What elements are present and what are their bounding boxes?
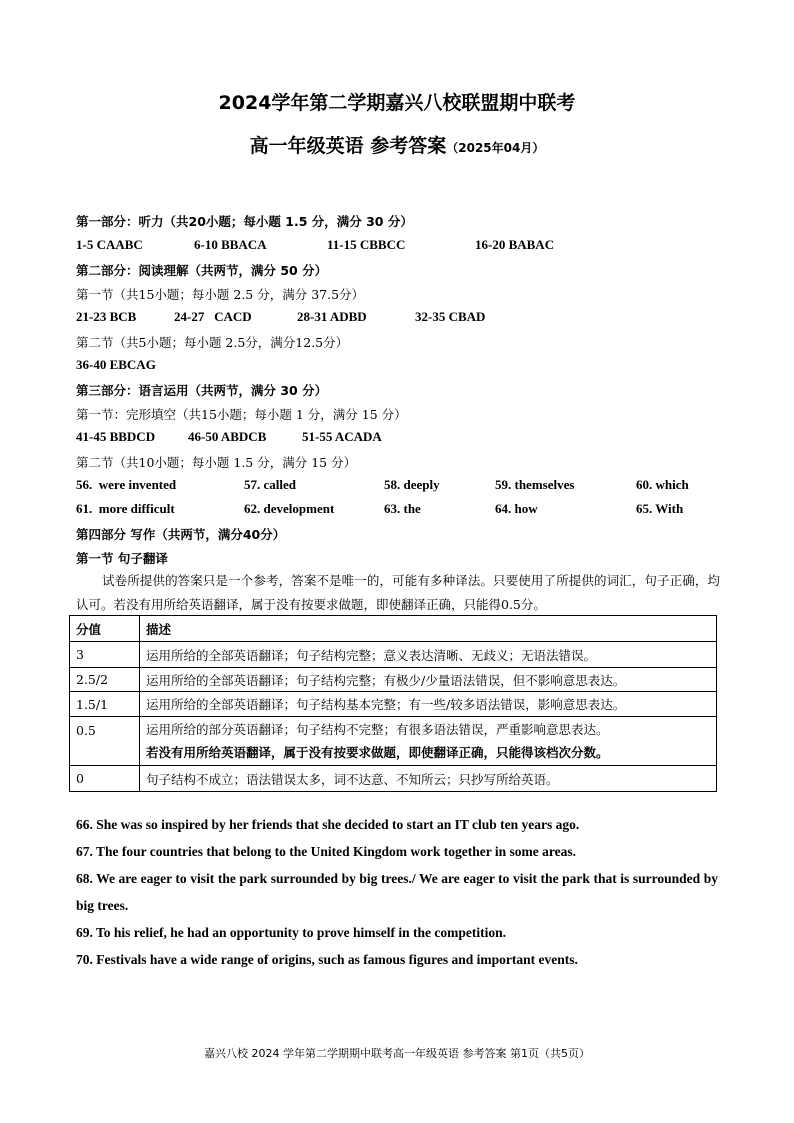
part3-sec1-heading: 第一节：完形填空（共15小题；每小题 1 分，满分 15 分）: [76, 407, 407, 422]
blank-answer-57: 57. called: [244, 477, 296, 492]
document-subtitle: [0, 131, 794, 158]
part3-heading: 第三部分：语言运用（共两节，满分 30 分）: [76, 383, 328, 398]
grading-score: 3: [70, 642, 140, 668]
blank-answer-65: 65. With: [636, 501, 684, 516]
grading-score: 2.5/2: [70, 668, 140, 692]
part4-heading: 第四部分 写作（共两节，满分40分）: [76, 527, 286, 542]
part2-sec2-answer-1: 36-40 EBCAG: [76, 357, 156, 372]
part2-sec2-heading: 第二节（共5小题；每小题 2.5分，满分12.5分）: [76, 335, 349, 350]
part3-sec1-answer-3: 51-55 ACADA: [302, 429, 382, 444]
grading-row: [70, 766, 717, 792]
grading-description: [140, 717, 717, 766]
part4-sec1-heading: 第一节 句子翻译: [76, 551, 168, 566]
part1-answer-4: 16-20 BABAC: [475, 237, 555, 252]
translation-answer-69: 69. To his relief, he had an opportunity to prove himself in the competition.: [76, 925, 507, 940]
part1-answer-1: 1-5 CAABC: [76, 237, 143, 252]
grading-description: 运用所给的全部英语翻译；句子结构完整；有极少/少量语法错误，但不影响意思表达。: [140, 668, 717, 692]
header-score: 分值: [70, 616, 140, 642]
part2-sec1-answer-3: 28-31 ADBD: [297, 309, 367, 324]
grading-row: [70, 642, 717, 668]
part1-heading: 第一部分：听力（共20小题；每小题 1.5 分，满分 30 分）: [76, 214, 413, 229]
translation-answer-68: 68. We are eager to visit the park surrounded by big trees./ We are eager to visit the park that is surrounded by big trees.: [76, 871, 718, 913]
subtitle-date: （2025年04月）: [446, 141, 545, 155]
grading-row: [70, 692, 717, 717]
grading-description: 句子结构不成立；语法错误太多，词不达意、不知所云；只抄写所给英语。: [140, 766, 717, 792]
grading-description-text: 运用所给的部分英语翻译；句子结构不完整；有很多语法错误，严重影响意思表达。: [146, 722, 609, 737]
grading-score: 0.5: [70, 717, 140, 766]
grading-table-header: [70, 616, 717, 642]
part1-answer-3: 11-15 CBBCC: [327, 237, 406, 252]
blank-answer-56: 56. were invented: [76, 477, 177, 492]
grading-note: 若没有用所给英语翻译，属于没有按要求做题，即使翻译正确，只能得该档次分数。: [146, 745, 609, 760]
translation-answer-70: 70. Festivals have a wide range of origins, such as famous figures and important events.: [76, 952, 578, 967]
blank-answer-59: 59. themselves: [495, 477, 575, 492]
part3-sec1-answer-2: 46-50 ABDCB: [188, 429, 267, 444]
blank-answer-61: 61. more difficult: [76, 501, 175, 516]
grading-description: 运用所给的全部英语翻译；句子结构基本完整；有一些/较多语法错误，影响意思表达。: [140, 692, 717, 717]
part2-sec1-answer-1: 21-23 BCB: [76, 309, 137, 324]
part1-answer-2: 6-10 BBACA: [194, 237, 267, 252]
part2-heading: 第二部分：阅读理解（共两节，满分 50 分）: [76, 263, 328, 278]
translation-answer-66: 66. She was so inspired by her friends that she decided to start an IT club ten years ago.: [76, 817, 580, 832]
blank-answer-58: 58. deeply: [384, 477, 440, 492]
document-title: 2024学年第二学期嘉兴八校联盟期中联考: [218, 92, 576, 114]
blank-answer-62: 62. development: [244, 501, 335, 516]
subtitle-main: 高一年级英语 参考答案: [249, 135, 447, 157]
grading-score: 0: [70, 766, 140, 792]
page-footer: 嘉兴八校 2024 学年第二学期期中联考高一年级英语 参考答案 第1页（共5页）: [204, 1047, 590, 1060]
part3-sec1-answer-1: 41-45 BBDCD: [76, 429, 156, 444]
blank-answer-60: 60. which: [636, 477, 689, 492]
header-description: 描述: [140, 616, 717, 642]
grading-row: [70, 668, 717, 692]
translation-answer-67: 67. The four countries that belong to the United Kingdom work together in some areas.: [76, 844, 576, 859]
grading-table: [69, 615, 717, 792]
part2-sec1-answer-2: 24-27 CACD: [174, 309, 252, 324]
part3-sec2-heading: 第二节（共10小题；每小题 1.5 分，满分 15 分）: [76, 455, 357, 470]
grading-description: 运用所给的全部英语翻译；句子结构完整；意义表达清晰、无歧义；无语法错误。: [140, 642, 717, 668]
grading-score: 1.5/1: [70, 692, 140, 717]
translation-intro: 试卷所提供的答案只是一个参考，答案不是唯一的，可能有多种译法。只要使用了所提供的词汇，句子正确，均认可。若没有用所给英语翻译，属于没有按要求做题，即使翻译正确，只能得0.5分。: [76, 573, 720, 612]
grading-row: [70, 717, 717, 766]
blank-answer-64: 64. how: [495, 501, 538, 516]
part2-sec1-heading: 第一节（共15小题；每小题 2.5 分，满分 37.5分）: [76, 287, 365, 302]
blank-answer-63: 63. the: [384, 501, 421, 516]
part2-sec1-answer-4: 32-35 CBAD: [415, 309, 486, 324]
